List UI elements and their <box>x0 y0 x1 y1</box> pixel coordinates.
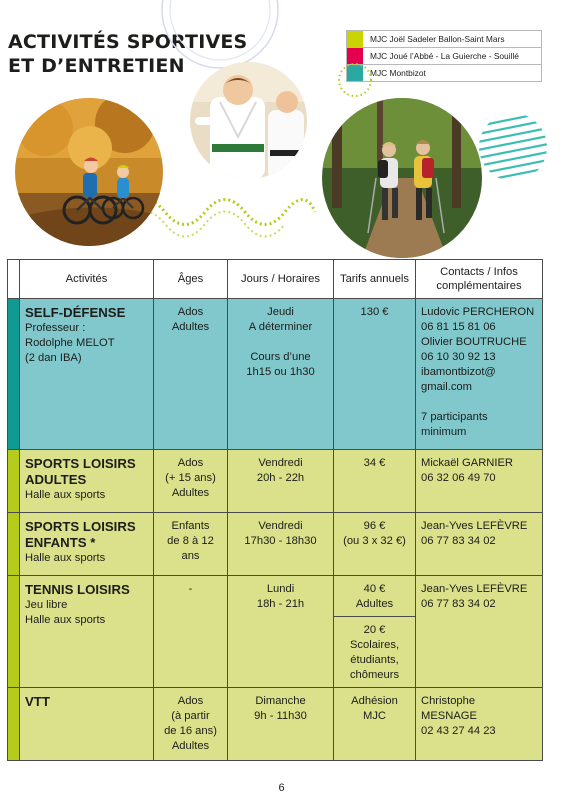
schedule-line: 1h15 ou 1h30 <box>246 366 315 378</box>
contact-cell <box>416 299 543 450</box>
price-line: étudiants, <box>350 654 399 666</box>
activity-detail: Halle aux sports <box>25 489 106 501</box>
ages-cell <box>154 576 228 688</box>
contact-email[interactable]: gmail.com <box>421 381 472 393</box>
decorative-stripes <box>478 112 548 182</box>
activity-detail: Halle aux sports <box>25 552 106 564</box>
ages-line: Ados <box>177 695 204 707</box>
price-line: (ou 3 x 32 €) <box>343 535 406 547</box>
contact-cell <box>416 450 543 513</box>
table-row <box>8 513 543 576</box>
mjc-color-bar <box>8 688 20 761</box>
price-line: Adultes <box>355 598 394 610</box>
ages-line: Enfants <box>171 520 210 532</box>
table-row <box>8 688 543 761</box>
price-cell <box>334 513 416 576</box>
schedule-line: 17h30 - 18h30 <box>244 535 317 547</box>
price-cell <box>334 576 416 617</box>
schedule-line: 18h - 21h <box>256 598 305 610</box>
schedule-line: 20h - 22h <box>256 472 305 484</box>
contact-line: Jean-Yves LEFÈVRE <box>421 520 528 532</box>
table-header-row <box>8 260 543 299</box>
ages-line: Adultes <box>171 487 210 499</box>
price-cell <box>334 617 416 688</box>
schedule-cell <box>228 576 334 688</box>
price-line: 34 € <box>363 457 386 469</box>
contact-spacer <box>421 395 539 410</box>
schedule-cell <box>228 450 334 513</box>
contact-line: Ludovic PERCHERON <box>421 306 535 318</box>
header-activites: Activités <box>20 260 154 299</box>
activity-title: SPORTS LOISIRS ADULTES <box>25 456 136 487</box>
header-contacts: Contacts / Infos complémentaires <box>416 260 543 299</box>
ages-line: ans <box>181 550 200 562</box>
price-cell <box>334 688 416 761</box>
activity-title: TENNIS LOISIRS <box>25 582 130 597</box>
contact-cell <box>416 688 543 761</box>
activity-cell <box>20 299 154 450</box>
activity-detail: (2 dan IBA) <box>25 352 82 364</box>
schedule-line: Vendredi <box>258 520 303 532</box>
header-jours-horaires: Jours / Horaires <box>228 260 334 299</box>
schedule-cell <box>228 513 334 576</box>
contact-line: 7 participants <box>421 411 488 423</box>
activities-table <box>7 259 543 761</box>
price-line: MJC <box>363 710 386 722</box>
ages-cell <box>154 450 228 513</box>
contact-line: 06 77 83 34 02 <box>421 535 496 547</box>
ages-line: Adultes <box>171 740 210 752</box>
decorative-ring <box>335 60 375 100</box>
price-cell <box>334 299 416 450</box>
ages-line: Adultes <box>171 321 210 333</box>
ages-cell <box>154 688 228 761</box>
activity-title: VTT <box>25 694 50 709</box>
legend-item-montbizot <box>346 64 542 82</box>
activity-cell <box>20 576 154 688</box>
activity-title: SPORTS LOISIRS ENFANTS * <box>25 519 136 550</box>
page-number: 6 <box>278 782 285 794</box>
ages-line: Ados <box>177 457 204 469</box>
legend-item-ballon <box>346 30 542 48</box>
activity-detail: Professeur : <box>25 322 86 334</box>
price-cell <box>334 450 416 513</box>
ages-cell <box>154 513 228 576</box>
header-tarifs: Tarifs annuels <box>334 260 416 299</box>
mjc-legend <box>346 31 542 82</box>
legend-item-joue <box>346 47 542 65</box>
contact-line: 02 43 27 44 23 <box>421 725 496 737</box>
mjc-color-bar <box>8 299 20 450</box>
contact-line: Mickaël GARNIER <box>421 457 514 469</box>
mjc-color-bar <box>8 450 20 513</box>
schedule-line: Cours d’une <box>250 351 311 363</box>
schedule-line: Dimanche <box>255 695 306 707</box>
price-line: 20 € <box>363 624 386 636</box>
decorative-circle-outline <box>150 0 290 70</box>
page-title-line-1: ACTIVITÉS SPORTIVES <box>8 31 248 53</box>
ages-line: - <box>188 583 193 595</box>
table-row <box>8 299 543 450</box>
contact-line: Olivier BOUTRUCHE <box>421 336 527 348</box>
price-line: Scolaires, <box>349 639 400 651</box>
ages-line: (+ 15 ans) <box>165 472 216 484</box>
contact-line: 06 77 83 34 02 <box>421 598 496 610</box>
schedule-cell <box>228 688 334 761</box>
table-row <box>8 576 543 617</box>
legend-label-joue: MJC Joué l’Abbé - La Guierche - Souillé <box>370 51 519 61</box>
vtt-photo <box>15 98 163 246</box>
ages-line: Ados <box>177 306 204 318</box>
contact-line: Christophe <box>421 695 476 707</box>
schedule-cell <box>228 299 334 450</box>
ages-line: de 8 à 12 <box>167 535 214 547</box>
activity-cell <box>20 688 154 761</box>
schedule-line: Jeudi <box>267 306 294 318</box>
price-line: Adhésion <box>351 695 398 707</box>
mjc-color-bar <box>8 513 20 576</box>
price-line: 40 € <box>363 583 386 595</box>
legend-swatch-ballon <box>347 31 363 47</box>
contact-cell <box>416 513 543 576</box>
ages-cell <box>154 299 228 450</box>
activity-cell <box>20 450 154 513</box>
activity-detail: Jeu libre <box>25 599 68 611</box>
ages-line: (à partir <box>171 710 210 722</box>
contact-line: MESNAGE <box>421 710 477 722</box>
contact-email[interactable]: ibamontbizot@ <box>421 366 496 378</box>
contact-cell <box>416 576 543 688</box>
schedule-line: A déterminer <box>248 321 313 333</box>
schedule-spacer <box>230 335 331 350</box>
ages-line: de 16 ans) <box>164 725 217 737</box>
self-defense-photo <box>190 62 307 179</box>
contact-line: 06 32 06 49 70 <box>421 472 496 484</box>
contact-line: 06 81 15 81 06 <box>421 321 496 333</box>
activity-detail: Rodolphe MELOT <box>25 337 115 349</box>
activity-cell <box>20 513 154 576</box>
activity-title: SELF-DÉFENSE <box>25 305 126 320</box>
header-ages: Âges <box>154 260 228 299</box>
hiking-photo <box>322 98 482 258</box>
price-line: 130 € <box>360 306 389 318</box>
contact-line: 06 10 30 92 13 <box>421 351 496 363</box>
page-title-line-2: ET D’ENTRETIEN <box>8 55 185 77</box>
table-row <box>8 450 543 513</box>
mjc-color-bar <box>8 576 20 688</box>
contact-line: minimum <box>421 426 467 438</box>
contact-line: Jean-Yves LEFÈVRE <box>421 583 528 595</box>
schedule-line: Vendredi <box>258 457 303 469</box>
schedule-line: Lundi <box>266 583 295 595</box>
legend-label-montbizot: MJC Montbizot <box>370 68 426 78</box>
header-bar-cell <box>8 260 20 299</box>
price-line: chômeurs <box>349 669 400 681</box>
schedule-line: 9h - 11h30 <box>254 710 307 722</box>
price-line: 96 € <box>363 520 386 532</box>
legend-label-ballon: MJC Joël Sadeler Ballon-Saint Mars <box>370 34 505 44</box>
activity-detail: Halle aux sports <box>25 614 106 626</box>
